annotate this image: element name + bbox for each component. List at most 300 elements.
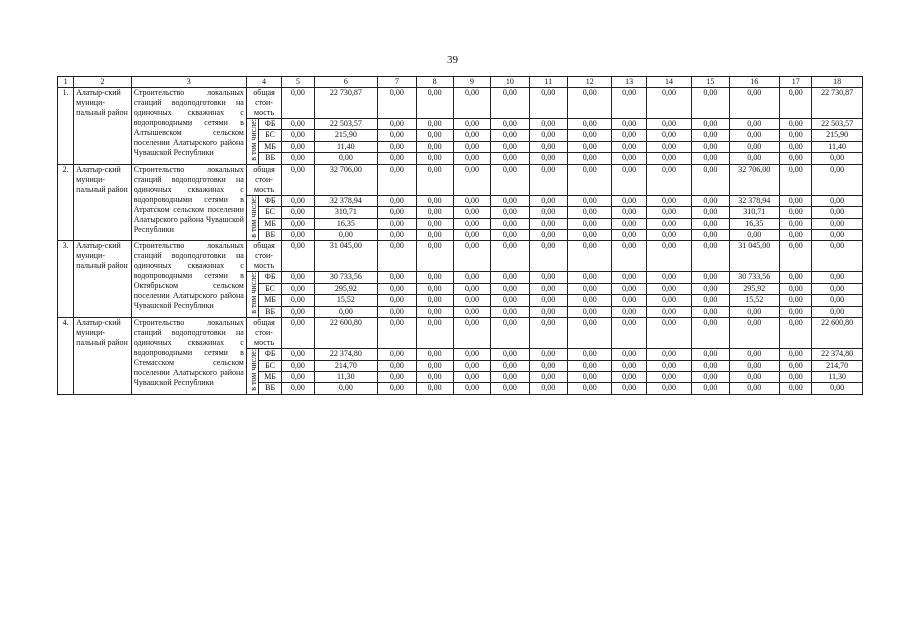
value-cell: 0,00: [491, 272, 529, 283]
value-cell: 0,00: [529, 306, 567, 317]
value-cell: 0,00: [692, 119, 729, 130]
value-cell: 0,00: [529, 119, 567, 130]
value-cell: 0,00: [692, 371, 729, 382]
value-cell: 0,00: [416, 119, 453, 130]
value-cell: 0,00: [491, 141, 529, 152]
including-label: [246, 272, 258, 318]
value-cell: 0,00: [529, 318, 567, 349]
value-cell: 0,00: [453, 306, 490, 317]
header-row: [58, 77, 863, 88]
value-cell: 0,00: [567, 207, 611, 218]
value-cell: 0,00: [416, 130, 453, 141]
value-cell: 0,00: [612, 153, 646, 164]
value-cell: 0,00: [692, 153, 729, 164]
column-header: 8: [416, 77, 453, 88]
table-row: [58, 164, 863, 195]
value-cell: 0,00: [780, 119, 812, 130]
value-cell: 310,71: [729, 207, 780, 218]
value-cell: 0,00: [491, 207, 529, 218]
value-cell: 0,00: [416, 283, 453, 294]
value-cell: 0,00: [378, 383, 416, 394]
value-cell: 0,00: [491, 218, 529, 229]
value-cell: 0,00: [453, 295, 490, 306]
value-cell: 0,00: [692, 295, 729, 306]
value-cell: 0,00: [780, 164, 812, 195]
column-header: 2: [74, 77, 132, 88]
value-cell: 0,00: [529, 371, 567, 382]
value-cell: 11,40: [314, 141, 378, 152]
value-cell: 0,00: [378, 119, 416, 130]
value-cell: 0,00: [812, 164, 863, 195]
value-cell: 0,00: [282, 164, 314, 195]
value-cell: 0,00: [612, 141, 646, 152]
value-cell: 0,00: [567, 153, 611, 164]
source-label: БС: [258, 360, 281, 371]
value-cell: 0,00: [416, 360, 453, 371]
value-cell: 0,00: [646, 318, 691, 349]
value-cell: 0,00: [646, 207, 691, 218]
value-cell: 0,00: [780, 88, 812, 119]
value-cell: 0,00: [780, 229, 812, 240]
value-cell: 0,00: [692, 349, 729, 360]
value-cell: 0,00: [567, 283, 611, 294]
value-cell: 0,00: [612, 318, 646, 349]
value-cell: 0,00: [646, 306, 691, 317]
value-cell: 31 045,00: [314, 241, 378, 272]
value-cell: 0,00: [612, 207, 646, 218]
total-cost-label: общая стои-мость: [246, 164, 281, 195]
source-label: МБ: [258, 371, 281, 382]
value-cell: 0,00: [378, 195, 416, 206]
value-cell: 0,00: [378, 272, 416, 283]
column-header: 16: [729, 77, 780, 88]
value-cell: 0,00: [612, 272, 646, 283]
row-number: 2.: [58, 164, 74, 241]
column-header: 14: [646, 77, 691, 88]
including-label-text: в том числе:: [248, 119, 258, 161]
value-cell: 0,00: [780, 153, 812, 164]
value-cell: 0,00: [567, 164, 611, 195]
source-label: ВБ: [258, 383, 281, 394]
value-cell: 0,00: [416, 318, 453, 349]
value-cell: 0,00: [567, 241, 611, 272]
value-cell: 0,00: [612, 306, 646, 317]
source-label: БС: [258, 283, 281, 294]
value-cell: 0,00: [282, 283, 314, 294]
source-label: ВБ: [258, 306, 281, 317]
value-cell: 0,00: [567, 306, 611, 317]
value-cell: 0,00: [314, 306, 378, 317]
value-cell: 0,00: [282, 207, 314, 218]
value-cell: 0,00: [378, 164, 416, 195]
value-cell: 0,00: [416, 218, 453, 229]
including-label: [246, 349, 258, 395]
value-cell: 0,00: [529, 153, 567, 164]
value-cell: 0,00: [812, 306, 863, 317]
column-header: 3: [131, 77, 246, 88]
value-cell: 0,00: [416, 229, 453, 240]
value-cell: 0,00: [780, 295, 812, 306]
value-cell: 0,00: [780, 349, 812, 360]
value-cell: 0,00: [780, 218, 812, 229]
table-row: [58, 318, 863, 349]
value-cell: 0,00: [646, 295, 691, 306]
value-cell: 0,00: [416, 195, 453, 206]
project-description: Строительство локальных станций водоподготовки на одиночных скважинах с водопроводными сетями в Алтышевском сельском поселении Алатырского района Чувашской Республики: [131, 88, 246, 165]
value-cell: 0,00: [416, 383, 453, 394]
value-cell: 0,00: [567, 130, 611, 141]
funding-table: [57, 76, 863, 395]
value-cell: 0,00: [491, 349, 529, 360]
value-cell: 0,00: [491, 229, 529, 240]
value-cell: 0,00: [378, 295, 416, 306]
value-cell: 0,00: [491, 306, 529, 317]
column-header: 1: [58, 77, 74, 88]
including-label-text: в том числе:: [248, 195, 258, 238]
source-label: ВБ: [258, 229, 281, 240]
value-cell: 0,00: [378, 371, 416, 382]
column-header: 6: [314, 77, 378, 88]
including-label-text: в том числе:: [248, 272, 258, 315]
value-cell: 22 374,80: [314, 349, 378, 360]
value-cell: 0,00: [780, 360, 812, 371]
value-cell: 0,00: [378, 360, 416, 371]
value-cell: 0,00: [567, 295, 611, 306]
value-cell: 0,00: [692, 383, 729, 394]
value-cell: 30 733,56: [314, 272, 378, 283]
value-cell: 0,00: [646, 229, 691, 240]
value-cell: 0,00: [378, 318, 416, 349]
value-cell: 0,00: [729, 141, 780, 152]
value-cell: 0,00: [314, 153, 378, 164]
value-cell: 0,00: [729, 360, 780, 371]
value-cell: 0,00: [612, 88, 646, 119]
value-cell: 310,71: [314, 207, 378, 218]
total-cost-label: общая стои-мость: [246, 241, 281, 272]
value-cell: 0,00: [729, 130, 780, 141]
value-cell: 0,00: [453, 272, 490, 283]
value-cell: 0,00: [282, 153, 314, 164]
column-header: 18: [812, 77, 863, 88]
value-cell: 0,00: [282, 360, 314, 371]
value-cell: 0,00: [780, 383, 812, 394]
including-label: [246, 195, 258, 241]
value-cell: 0,00: [646, 241, 691, 272]
value-cell: 0,00: [491, 164, 529, 195]
district-name: Алатыр-ский муници-пальный район: [74, 241, 132, 318]
value-cell: 0,00: [812, 383, 863, 394]
value-cell: 0,00: [282, 218, 314, 229]
value-cell: 0,00: [612, 218, 646, 229]
value-cell: 0,00: [529, 349, 567, 360]
value-cell: 0,00: [612, 295, 646, 306]
value-cell: 22 374,80: [812, 349, 863, 360]
value-cell: 0,00: [453, 88, 490, 119]
source-label: БС: [258, 130, 281, 141]
value-cell: 0,00: [529, 195, 567, 206]
value-cell: 0,00: [282, 318, 314, 349]
page-number: 39: [447, 54, 458, 66]
value-cell: 0,00: [529, 229, 567, 240]
value-cell: 0,00: [416, 141, 453, 152]
value-cell: 32 706,00: [314, 164, 378, 195]
value-cell: 0,00: [453, 371, 490, 382]
value-cell: 0,00: [453, 164, 490, 195]
value-cell: 0,00: [692, 195, 729, 206]
value-cell: 0,00: [491, 130, 529, 141]
value-cell: 0,00: [780, 306, 812, 317]
district-name: Алатыр-ский муници-пальный район: [74, 164, 132, 241]
value-cell: 0,00: [282, 241, 314, 272]
value-cell: 30 733,56: [729, 272, 780, 283]
value-cell: 0,00: [529, 360, 567, 371]
source-label: МБ: [258, 295, 281, 306]
value-cell: 0,00: [378, 141, 416, 152]
column-header: 7: [378, 77, 416, 88]
value-cell: 0,00: [378, 283, 416, 294]
value-cell: 0,00: [453, 383, 490, 394]
column-header: 9: [453, 77, 490, 88]
value-cell: 0,00: [729, 371, 780, 382]
value-cell: 0,00: [780, 283, 812, 294]
value-cell: 0,00: [567, 141, 611, 152]
value-cell: 0,00: [646, 283, 691, 294]
value-cell: 22 600,80: [314, 318, 378, 349]
value-cell: 0,00: [416, 295, 453, 306]
value-cell: 0,00: [453, 119, 490, 130]
value-cell: 0,00: [780, 241, 812, 272]
value-cell: 16,35: [729, 218, 780, 229]
source-label: ФБ: [258, 272, 281, 283]
value-cell: 0,00: [282, 306, 314, 317]
value-cell: 214,70: [314, 360, 378, 371]
project-description: Строительство локальных станций водоподготовки на одиночных скважинах с водопроводными сетями в Атратском сельском поселении Алатырского района Чувашской Республики: [131, 164, 246, 241]
value-cell: 0,00: [812, 153, 863, 164]
value-cell: 0,00: [612, 195, 646, 206]
value-cell: 0,00: [692, 164, 729, 195]
value-cell: 0,00: [491, 153, 529, 164]
value-cell: 0,00: [282, 88, 314, 119]
value-cell: 0,00: [282, 141, 314, 152]
value-cell: 0,00: [646, 371, 691, 382]
value-cell: 0,00: [729, 153, 780, 164]
district-name: Алатыр-ский муници-пальный район: [74, 88, 132, 165]
value-cell: 0,00: [812, 207, 863, 218]
value-cell: 0,00: [567, 371, 611, 382]
value-cell: 0,00: [282, 371, 314, 382]
value-cell: 0,00: [453, 195, 490, 206]
value-cell: 22 600,80: [812, 318, 863, 349]
value-cell: 0,00: [529, 272, 567, 283]
value-cell: 0,00: [453, 153, 490, 164]
value-cell: 0,00: [282, 195, 314, 206]
value-cell: 0,00: [780, 318, 812, 349]
value-cell: 0,00: [729, 229, 780, 240]
value-cell: 0,00: [529, 141, 567, 152]
value-cell: 0,00: [453, 318, 490, 349]
row-number: 4.: [58, 318, 74, 395]
value-cell: 0,00: [416, 153, 453, 164]
value-cell: 0,00: [453, 207, 490, 218]
value-cell: 0,00: [692, 141, 729, 152]
value-cell: 0,00: [567, 88, 611, 119]
source-label: БС: [258, 207, 281, 218]
value-cell: 11,40: [812, 141, 863, 152]
project-description: Строительство локальных станций водоподготовки на одиночных скважинах с водопроводными сетями в Стемасском сельском поселении Алатырского района Чувашской Республики: [131, 318, 246, 395]
table-row: [58, 241, 863, 272]
value-cell: 0,00: [416, 164, 453, 195]
value-cell: 0,00: [646, 119, 691, 130]
value-cell: 214,70: [812, 360, 863, 371]
value-cell: 0,00: [692, 218, 729, 229]
value-cell: 0,00: [646, 164, 691, 195]
value-cell: 0,00: [612, 229, 646, 240]
value-cell: 0,00: [729, 119, 780, 130]
value-cell: 0,00: [416, 306, 453, 317]
source-label: ФБ: [258, 349, 281, 360]
value-cell: 22 503,57: [812, 119, 863, 130]
row-number: 1.: [58, 88, 74, 165]
value-cell: 0,00: [612, 164, 646, 195]
source-label: ВБ: [258, 153, 281, 164]
value-cell: 0,00: [812, 218, 863, 229]
value-cell: 0,00: [646, 383, 691, 394]
value-cell: 11,30: [314, 371, 378, 382]
value-cell: 0,00: [567, 195, 611, 206]
value-cell: 0,00: [314, 383, 378, 394]
value-cell: 0,00: [646, 360, 691, 371]
value-cell: 0,00: [692, 283, 729, 294]
value-cell: 32 378,94: [314, 195, 378, 206]
value-cell: 0,00: [282, 383, 314, 394]
value-cell: 0,00: [529, 218, 567, 229]
value-cell: 295,92: [729, 283, 780, 294]
value-cell: 0,00: [567, 349, 611, 360]
value-cell: 0,00: [282, 229, 314, 240]
table-row: [58, 88, 863, 119]
column-header: 10: [491, 77, 529, 88]
value-cell: 32 378,94: [729, 195, 780, 206]
value-cell: 0,00: [529, 164, 567, 195]
value-cell: 0,00: [529, 130, 567, 141]
value-cell: 0,00: [812, 272, 863, 283]
value-cell: 0,00: [612, 371, 646, 382]
column-header: 13: [612, 77, 646, 88]
value-cell: 0,00: [646, 141, 691, 152]
value-cell: 0,00: [453, 229, 490, 240]
column-header: 4: [246, 77, 281, 88]
value-cell: 0,00: [612, 119, 646, 130]
value-cell: 215,90: [812, 130, 863, 141]
value-cell: 0,00: [453, 283, 490, 294]
value-cell: 0,00: [378, 207, 416, 218]
value-cell: 0,00: [491, 88, 529, 119]
value-cell: 15,52: [314, 295, 378, 306]
source-label: МБ: [258, 141, 281, 152]
value-cell: 0,00: [612, 360, 646, 371]
value-cell: 0,00: [646, 195, 691, 206]
value-cell: 0,00: [416, 272, 453, 283]
column-header: 5: [282, 77, 314, 88]
including-label-text: в том числе:: [248, 349, 258, 391]
value-cell: 0,00: [491, 383, 529, 394]
value-cell: 0,00: [692, 88, 729, 119]
value-cell: 0,00: [529, 241, 567, 272]
value-cell: 0,00: [567, 229, 611, 240]
value-cell: 0,00: [491, 360, 529, 371]
value-cell: 0,00: [780, 141, 812, 152]
value-cell: 0,00: [729, 88, 780, 119]
value-cell: 0,00: [812, 241, 863, 272]
value-cell: 0,00: [491, 371, 529, 382]
value-cell: 0,00: [491, 283, 529, 294]
value-cell: 0,00: [378, 88, 416, 119]
value-cell: 0,00: [378, 349, 416, 360]
value-cell: 0,00: [780, 207, 812, 218]
value-cell: 0,00: [612, 130, 646, 141]
column-header: 15: [692, 77, 729, 88]
value-cell: 0,00: [646, 88, 691, 119]
total-cost-label: общая стои-мость: [246, 318, 281, 349]
value-cell: 0,00: [692, 318, 729, 349]
total-cost-label: общая стои-мость: [246, 88, 281, 119]
value-cell: 295,92: [314, 283, 378, 294]
value-cell: 0,00: [282, 295, 314, 306]
value-cell: 0,00: [529, 207, 567, 218]
value-cell: 0,00: [567, 318, 611, 349]
value-cell: 0,00: [692, 306, 729, 317]
value-cell: 0,00: [692, 130, 729, 141]
value-cell: 0,00: [378, 229, 416, 240]
value-cell: 0,00: [646, 153, 691, 164]
value-cell: 0,00: [780, 272, 812, 283]
district-name: Алатыр-ский муници-пальный район: [74, 318, 132, 395]
value-cell: 0,00: [812, 295, 863, 306]
value-cell: 0,00: [692, 207, 729, 218]
value-cell: 16,35: [314, 218, 378, 229]
value-cell: 0,00: [453, 130, 490, 141]
value-cell: 32 706,00: [729, 164, 780, 195]
value-cell: 0,00: [416, 88, 453, 119]
value-cell: 0,00: [491, 241, 529, 272]
value-cell: 0,00: [453, 241, 490, 272]
value-cell: 0,00: [812, 195, 863, 206]
value-cell: 0,00: [529, 88, 567, 119]
value-cell: 215,90: [314, 130, 378, 141]
value-cell: 0,00: [692, 272, 729, 283]
value-cell: 0,00: [282, 349, 314, 360]
value-cell: 0,00: [529, 383, 567, 394]
value-cell: 0,00: [282, 272, 314, 283]
value-cell: 22 730,87: [314, 88, 378, 119]
value-cell: 0,00: [780, 195, 812, 206]
value-cell: 0,00: [282, 130, 314, 141]
column-header: 11: [529, 77, 567, 88]
value-cell: 0,00: [612, 241, 646, 272]
value-cell: 0,00: [646, 218, 691, 229]
value-cell: 0,00: [567, 383, 611, 394]
value-cell: 0,00: [378, 218, 416, 229]
value-cell: 0,00: [646, 349, 691, 360]
value-cell: 0,00: [282, 119, 314, 130]
value-cell: 0,00: [729, 318, 780, 349]
value-cell: 0,00: [314, 229, 378, 240]
value-cell: 22 503,57: [314, 119, 378, 130]
value-cell: 0,00: [692, 229, 729, 240]
value-cell: 0,00: [491, 119, 529, 130]
value-cell: 0,00: [646, 130, 691, 141]
value-cell: 0,00: [491, 318, 529, 349]
